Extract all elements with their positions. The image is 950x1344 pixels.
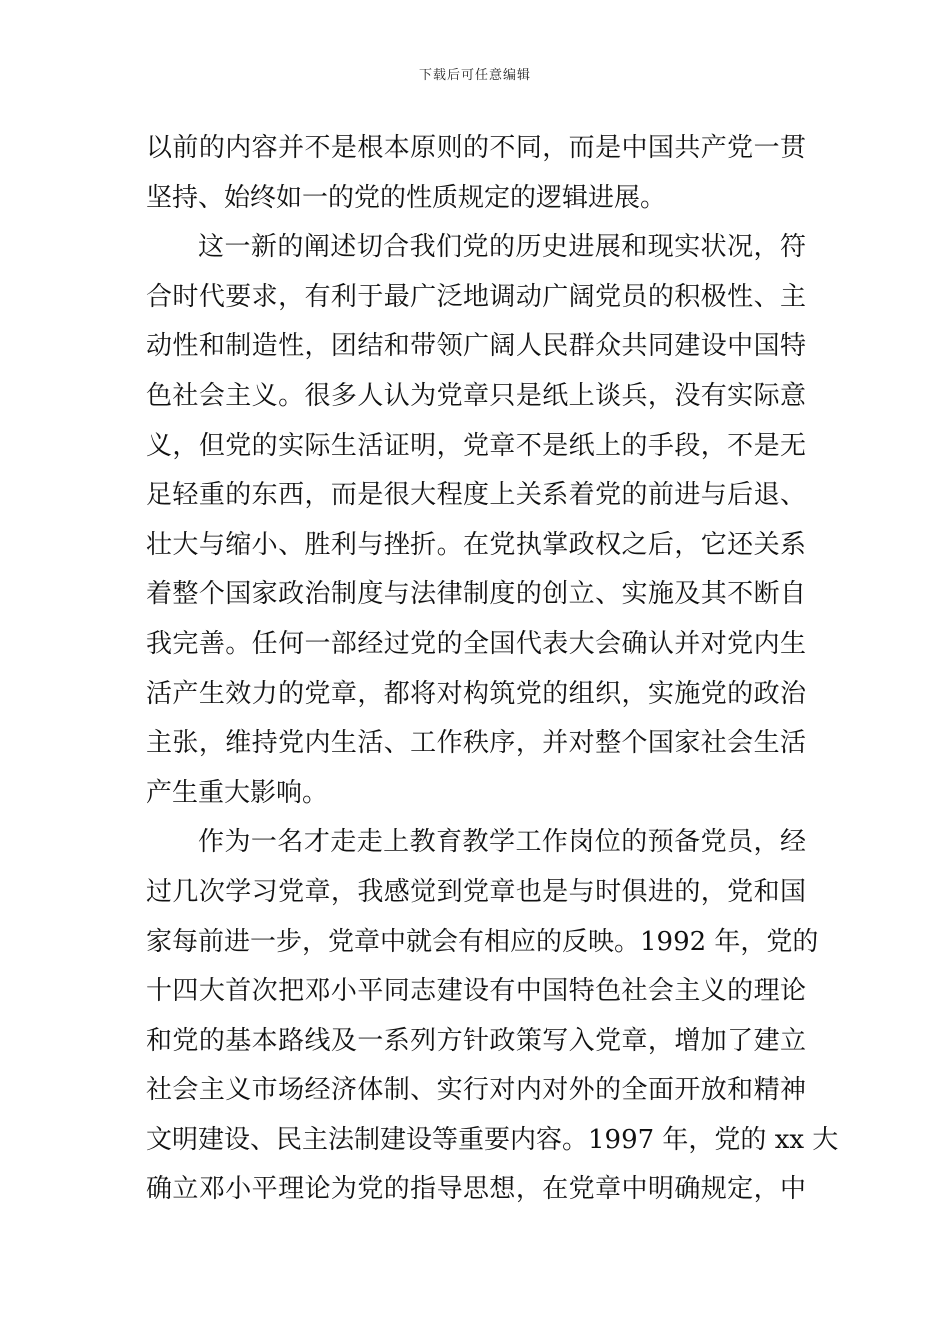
text-line: 动性和制造性，团结和带领广阔人民群众共同建设中国特 — [146, 331, 806, 362]
page-header: 下载后可任意编辑 — [418, 68, 531, 83]
text-line: 产生重大影响。 — [146, 777, 329, 808]
text-line: 和党的基本路线及一系列方针政策写入党章，增加了建立 — [146, 1025, 806, 1056]
text-line: 文明建设、民主法制建设等重要内容。1997 年，党的 xx 大 — [146, 1124, 839, 1155]
text-line: 壮大与缩小、胜利与挫折。在党执掌政权之后，它还关系 — [146, 529, 806, 560]
text-line: 坚持、始终如一的党的性质规定的逻辑进展。 — [146, 182, 667, 213]
text-line: 着整个国家政治制度与法律制度的创立、实施及其不断自 — [146, 579, 806, 610]
text-line: 主张，维持党内生活、工作秩序，并对整个国家社会生活 — [146, 728, 806, 759]
text-line: 合时代要求，有利于最广泛地调动广阔党员的积极性、主 — [146, 281, 806, 312]
text-line: 过几次学习党章，我感觉到党章也是与时俱进的，党和国 — [146, 876, 806, 907]
text-line: 义，但党的实际生活证明，党章不是纸上的手段，不是无 — [146, 430, 806, 461]
text-line: 色社会主义。很多人认为党章只是纸上谈兵，没有实际意 — [146, 380, 806, 411]
text-line: 以前的内容并不是根本原则的不同，而是中国共产党一贯 — [146, 133, 806, 163]
text-line: 家每前进一步，党章中就会有相应的反映。1992 年，党的 — [146, 926, 819, 957]
paragraph-2 — [146, 223, 806, 818]
text-line: 十四大首次把邓小平同志建设有中国特色社会主义的理论 — [146, 976, 806, 1007]
text-line: 这一新的阐述切合我们党的历史进展和现实状况，符 — [198, 232, 806, 263]
text-line: 确立邓小平理论为党的指导思想，在党章中明确规定，中 — [146, 1174, 806, 1205]
document-body — [146, 124, 839, 1215]
text-line: 我完善。任何一部经过党的全国代表大会确认并对党内生 — [146, 628, 806, 659]
text-line: 作为一名才走走上教育教学工作岗位的预备党员，经 — [198, 827, 806, 858]
paragraph-3 — [146, 818, 839, 1215]
text-line: 社会主义市场经济体制、实行对内对外的全面开放和精神 — [146, 1075, 806, 1106]
paragraph-1 — [146, 124, 806, 223]
text-line: 活产生效力的党章，都将对构筑党的组织，实施党的政治 — [146, 678, 806, 709]
text-line: 足轻重的东西，而是很大程度上关系着党的前进与后退、 — [146, 480, 806, 511]
